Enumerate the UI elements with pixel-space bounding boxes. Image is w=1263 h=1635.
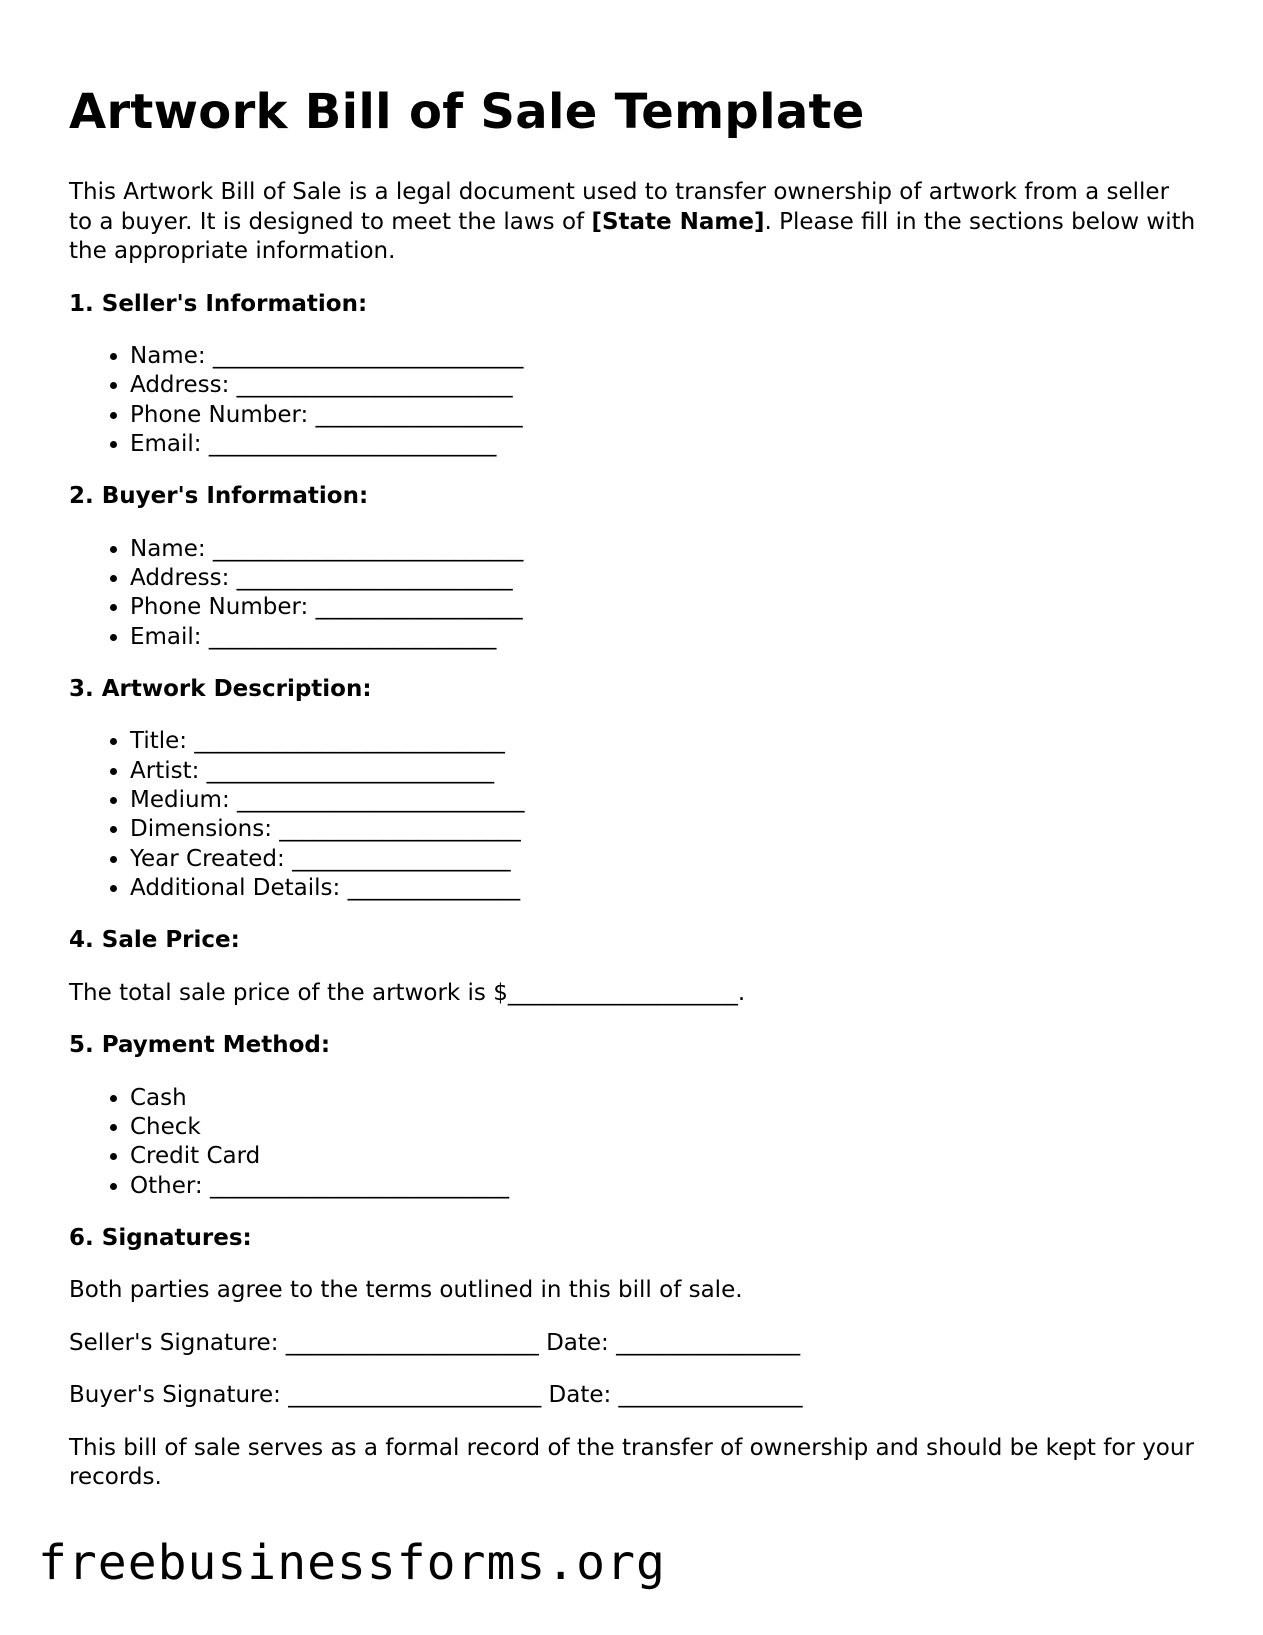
payment-option-credit-card[interactable]: • Credit Card bbox=[130, 1142, 1199, 1171]
artwork-year-field[interactable]: • Year Created: ___________________ bbox=[130, 845, 1199, 874]
buyer-section-heading: 2. Buyer's Information: bbox=[69, 483, 369, 510]
price-section-heading: 4. Sale Price: bbox=[69, 927, 240, 954]
seller-email-field[interactable]: • Email: _________________________ bbox=[130, 430, 1199, 459]
intro-text-end: . Please fill in the sections below with the appropriate information. bbox=[69, 208, 1196, 264]
seller-info-list bbox=[69, 342, 1199, 459]
document-title: Artwork Bill of Sale Template bbox=[69, 84, 865, 140]
intro-text-start: This Artwork Bill of Sale is a legal document used to transfer ownership of artwork from a seller to a buyer. It is designed to meet the laws of bbox=[69, 179, 1170, 235]
intro-paragraph bbox=[69, 178, 1199, 267]
buyer-name-field[interactable]: • Name: ___________________________ bbox=[130, 535, 1199, 564]
payment-option-cash[interactable]: • Cash bbox=[130, 1084, 1199, 1113]
seller-phone-field[interactable]: • Phone Number: __________________ bbox=[130, 401, 1199, 430]
payment-section-heading: 5. Payment Method: bbox=[69, 1032, 331, 1059]
seller-name-field[interactable]: • Name: ___________________________ bbox=[130, 342, 1199, 371]
artwork-artist-field[interactable]: • Artist: _________________________ bbox=[130, 757, 1199, 786]
buyer-address-field[interactable]: • Address: ________________________ bbox=[130, 564, 1199, 593]
artwork-section-heading: 3. Artwork Description: bbox=[69, 675, 372, 702]
artwork-title-field[interactable]: • Title: ___________________________ bbox=[130, 727, 1199, 756]
buyer-phone-field[interactable]: • Phone Number: __________________ bbox=[130, 593, 1199, 622]
payment-option-other[interactable]: • Other: __________________________ bbox=[130, 1172, 1199, 1201]
artwork-medium-field[interactable]: • Medium: _________________________ bbox=[130, 786, 1199, 815]
state-name-placeholder: [State Name] bbox=[591, 208, 765, 235]
signatures-section-heading: 6. Signatures: bbox=[69, 1224, 252, 1251]
payment-option-check[interactable]: • Check bbox=[130, 1113, 1199, 1142]
buyer-signature-line[interactable]: Buyer's Signature: ______________________ Date: ________________ bbox=[69, 1382, 803, 1409]
artwork-dimensions-field[interactable]: • Dimensions: _____________________ bbox=[130, 815, 1199, 844]
sale-price-field[interactable]: The total sale price of the artwork is $____________________. bbox=[69, 979, 746, 1006]
seller-section-heading: 1. Seller's Information: bbox=[69, 290, 368, 317]
document-page bbox=[69, 84, 1199, 1493]
seller-address-field[interactable]: • Address: ________________________ bbox=[130, 371, 1199, 400]
buyer-email-field[interactable]: • Email: _________________________ bbox=[130, 623, 1199, 652]
seller-signature-line[interactable]: Seller's Signature: ______________________ Date: ________________ bbox=[69, 1329, 801, 1356]
buyer-info-list bbox=[69, 535, 1199, 652]
payment-method-list bbox=[69, 1084, 1199, 1201]
site-watermark: freebusinessforms.org bbox=[38, 1535, 666, 1591]
artwork-info-list bbox=[69, 727, 1199, 903]
closing-text: This bill of sale serves as a formal record of the transfer of ownership and should be kept for your records. bbox=[69, 1434, 1194, 1491]
agreement-text: Both parties agree to the terms outlined in this bill of sale. bbox=[69, 1277, 743, 1304]
artwork-details-field[interactable]: • Additional Details: _______________ bbox=[130, 874, 1199, 903]
